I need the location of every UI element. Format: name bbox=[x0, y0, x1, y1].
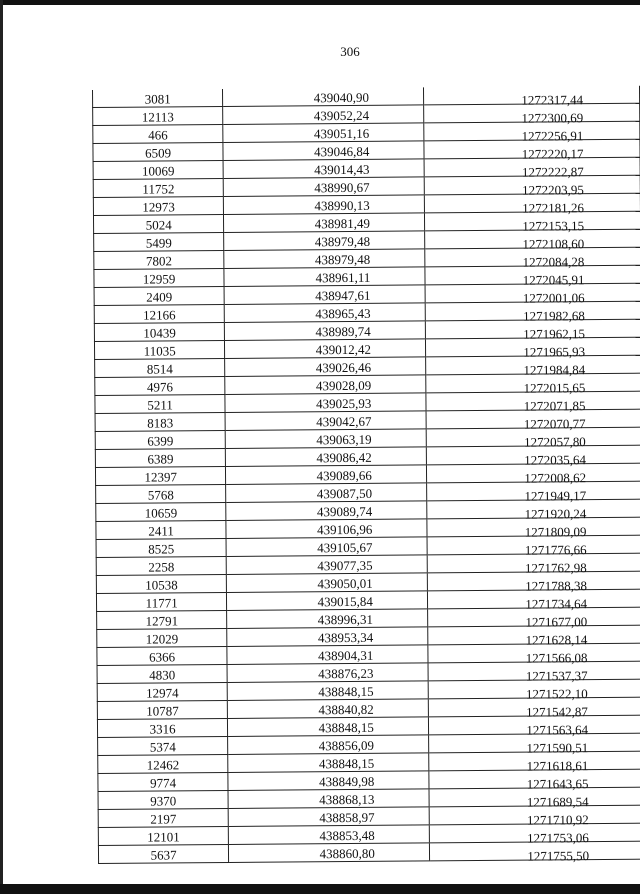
x-coordinate-cell bbox=[225, 357, 426, 377]
point-id-cell bbox=[94, 340, 224, 359]
point-id-cell bbox=[96, 592, 226, 611]
cell-text: 1271563,64 bbox=[526, 721, 589, 738]
cell-text: 1272300,69 bbox=[521, 109, 584, 126]
cell-text: 12462 bbox=[146, 756, 180, 773]
cell-text: 439051,16 bbox=[313, 125, 370, 141]
cell-text: 12113 bbox=[141, 108, 174, 125]
cell-text: 439025,93 bbox=[316, 395, 372, 411]
x-coordinate-cell bbox=[228, 771, 429, 791]
cell-text: 12973 bbox=[142, 198, 175, 215]
cell-text: 438990,67 bbox=[314, 179, 370, 195]
x-coordinate-cell bbox=[224, 267, 425, 287]
cell-text: 9774 bbox=[150, 774, 177, 791]
cell-text: 439040,90 bbox=[313, 89, 369, 105]
cell-text: 1271618,61 bbox=[526, 757, 589, 774]
cell-text: 1272008,62 bbox=[524, 469, 587, 486]
x-coordinate-cell bbox=[227, 591, 428, 611]
cell-text: 1272220,17 bbox=[521, 145, 584, 162]
table-body bbox=[92, 86, 640, 864]
cell-text: 6509 bbox=[145, 144, 172, 161]
x-coordinate-cell bbox=[226, 501, 427, 521]
point-id-cell bbox=[92, 89, 222, 108]
x-coordinate-cell bbox=[228, 735, 429, 755]
cell-text: 439086,42 bbox=[316, 449, 372, 465]
cell-text: 1272015,65 bbox=[523, 379, 586, 396]
cell-text: 438990,13 bbox=[314, 197, 370, 213]
cell-text: 6366 bbox=[149, 648, 176, 665]
cell-text: 11035 bbox=[143, 342, 176, 359]
cell-text: 3081 bbox=[144, 90, 171, 107]
cell-text: 1272035,64 bbox=[524, 451, 586, 468]
cell-text: 1272153,15 bbox=[522, 217, 585, 234]
cell-text: 1271920,24 bbox=[524, 505, 587, 522]
cell-text: 439012,42 bbox=[315, 341, 371, 357]
y-coordinate-cell bbox=[423, 86, 639, 108]
cell-text: 6399 bbox=[147, 432, 174, 449]
x-coordinate-cell bbox=[223, 141, 424, 161]
cell-text: 1271566,08 bbox=[525, 649, 588, 666]
cell-text: 1271949,17 bbox=[524, 487, 587, 504]
cell-text: 4976 bbox=[146, 378, 174, 395]
x-coordinate-cell bbox=[225, 339, 426, 359]
cell-text: 1272203,95 bbox=[521, 181, 584, 198]
point-id-cell bbox=[94, 322, 224, 341]
cell-text: 1272317,44 bbox=[521, 91, 584, 108]
cell-text: 11771 bbox=[145, 594, 178, 611]
x-coordinate-cell bbox=[226, 519, 427, 539]
cell-text: 1271753,06 bbox=[527, 829, 589, 846]
point-id-cell bbox=[93, 160, 223, 179]
x-coordinate-cell bbox=[223, 123, 424, 143]
x-coordinate-cell bbox=[229, 843, 430, 863]
point-id-cell bbox=[98, 844, 228, 863]
cell-text: 439050,01 bbox=[317, 575, 373, 591]
cell-text: 10538 bbox=[145, 576, 178, 593]
point-id-cell bbox=[98, 790, 228, 809]
point-id-cell bbox=[93, 142, 223, 161]
cell-text: 9370 bbox=[150, 792, 177, 809]
cell-text: 5211 bbox=[147, 396, 173, 413]
cell-text: 12791 bbox=[145, 612, 179, 629]
x-coordinate-cell bbox=[225, 393, 426, 413]
cell-text: 1271809,09 bbox=[524, 523, 587, 540]
point-id-cell bbox=[97, 628, 227, 647]
cell-text: 5499 bbox=[145, 234, 172, 251]
x-coordinate-cell bbox=[229, 825, 430, 845]
point-id-cell bbox=[95, 412, 225, 431]
x-coordinate-cell bbox=[224, 195, 425, 215]
cell-text: 439087,50 bbox=[316, 485, 373, 501]
cell-text: 5768 bbox=[147, 486, 174, 503]
x-coordinate-cell bbox=[228, 807, 429, 827]
cell-text: 1272108,60 bbox=[522, 235, 585, 252]
cell-text: 438848,15 bbox=[318, 719, 374, 735]
cell-text: 12974 bbox=[146, 684, 179, 701]
point-id-cell bbox=[97, 664, 227, 683]
point-id-cell bbox=[95, 358, 225, 377]
cell-text: 1271689,54 bbox=[526, 793, 589, 810]
point-id-cell bbox=[93, 124, 223, 143]
cell-text: 438989,74 bbox=[315, 323, 371, 339]
cell-text: 12166 bbox=[143, 306, 176, 323]
cell-text: 10787 bbox=[146, 702, 179, 719]
cell-text: 12959 bbox=[142, 270, 176, 287]
x-coordinate-cell bbox=[224, 249, 425, 269]
cell-text: 6389 bbox=[147, 450, 174, 467]
cell-text: 2409 bbox=[146, 288, 173, 305]
point-id-cell bbox=[95, 448, 225, 467]
cell-text: 439028,09 bbox=[315, 377, 372, 393]
cell-text: 12397 bbox=[144, 468, 177, 485]
cell-text: 10659 bbox=[144, 504, 178, 521]
cell-text: 439077,35 bbox=[317, 557, 373, 573]
scan-border-bottom bbox=[0, 884, 640, 894]
cell-text: 438904,31 bbox=[317, 647, 374, 663]
cell-text: 439089,66 bbox=[316, 467, 372, 483]
point-id-cell bbox=[98, 826, 228, 845]
point-id-cell bbox=[97, 718, 227, 737]
point-id-cell bbox=[97, 700, 227, 719]
cell-text: 1271982,68 bbox=[522, 307, 585, 324]
document-sheet bbox=[92, 86, 640, 864]
page-number: 306 bbox=[340, 44, 360, 59]
point-id-cell bbox=[96, 538, 226, 557]
cell-text: 1271628,14 bbox=[525, 631, 588, 648]
point-id-cell bbox=[95, 466, 225, 485]
cell-text: 438840,82 bbox=[318, 701, 374, 717]
x-coordinate-cell bbox=[223, 87, 424, 106]
cell-text: 1271762,98 bbox=[524, 559, 587, 576]
point-id-cell bbox=[94, 268, 224, 287]
x-coordinate-cell bbox=[223, 105, 424, 125]
x-coordinate-cell bbox=[224, 303, 425, 323]
x-coordinate-cell bbox=[226, 537, 427, 557]
cell-text: 438848,15 bbox=[318, 683, 374, 699]
point-id-cell bbox=[96, 484, 226, 503]
x-coordinate-cell bbox=[228, 717, 429, 737]
cell-text: 438876,23 bbox=[318, 665, 374, 681]
x-coordinate-cell bbox=[226, 555, 427, 575]
point-id-cell bbox=[94, 286, 224, 305]
cell-text: 1271677,00 bbox=[525, 613, 588, 630]
scan-border-top bbox=[0, 0, 640, 5]
cell-text: 3316 bbox=[149, 720, 176, 737]
x-coordinate-cell bbox=[225, 375, 426, 395]
point-id-cell bbox=[93, 196, 223, 215]
cell-text: 466 bbox=[148, 126, 168, 143]
x-coordinate-cell bbox=[225, 429, 426, 449]
cell-text: 12029 bbox=[145, 630, 179, 647]
cell-text: 11752 bbox=[142, 180, 175, 197]
point-id-cell bbox=[93, 106, 223, 125]
cell-text: 5637 bbox=[150, 846, 177, 863]
cell-text: 1271776,66 bbox=[524, 541, 587, 558]
x-coordinate-cell bbox=[227, 609, 428, 629]
x-coordinate-cell bbox=[223, 159, 424, 179]
point-id-cell bbox=[98, 736, 228, 755]
cell-text: 439052,24 bbox=[313, 107, 370, 123]
cell-text: 10069 bbox=[141, 162, 175, 179]
x-coordinate-cell bbox=[228, 699, 429, 719]
cell-text: 1271590,51 bbox=[526, 739, 589, 756]
x-coordinate-cell bbox=[228, 753, 429, 773]
cell-text: 1271710,92 bbox=[526, 811, 589, 828]
cell-text: 439106,96 bbox=[317, 521, 373, 537]
cell-text: 438856,09 bbox=[318, 737, 375, 753]
x-coordinate-cell bbox=[224, 231, 425, 251]
x-coordinate-cell bbox=[228, 789, 429, 809]
point-id-cell bbox=[98, 754, 228, 773]
point-id-cell bbox=[96, 502, 226, 521]
cell-text: 438953,34 bbox=[317, 629, 374, 645]
cell-text: 1272070,77 bbox=[523, 415, 586, 432]
point-id-cell bbox=[94, 232, 224, 251]
cell-text: 438860,80 bbox=[319, 845, 375, 861]
cell-text: 1271522,10 bbox=[525, 685, 588, 702]
x-coordinate-cell bbox=[226, 447, 427, 467]
x-coordinate-cell bbox=[224, 285, 425, 305]
cell-text: 2258 bbox=[148, 558, 175, 575]
x-coordinate-cell bbox=[227, 663, 428, 683]
x-coordinate-cell bbox=[224, 213, 425, 233]
x-coordinate-cell bbox=[227, 681, 428, 701]
cell-text: 1271965,93 bbox=[523, 343, 586, 360]
cell-text: 438965,43 bbox=[315, 305, 371, 321]
cell-text: 438979,48 bbox=[314, 233, 371, 249]
cell-text: 5374 bbox=[149, 738, 176, 755]
point-id-cell bbox=[96, 574, 226, 593]
cell-text: 7802 bbox=[145, 252, 173, 269]
point-id-cell bbox=[93, 178, 223, 197]
x-coordinate-cell bbox=[227, 645, 428, 665]
cell-text: 438849,98 bbox=[318, 773, 375, 789]
cell-text: 439026,46 bbox=[315, 359, 372, 375]
point-id-cell bbox=[95, 430, 225, 449]
point-id-cell bbox=[98, 808, 228, 827]
cell-text: 1271962,15 bbox=[523, 325, 585, 342]
point-id-cell bbox=[94, 250, 224, 269]
cell-text: 5024 bbox=[145, 216, 172, 233]
cell-text: 439105,67 bbox=[317, 539, 373, 555]
cell-text: 438848,15 bbox=[318, 755, 375, 771]
x-coordinate-cell bbox=[227, 573, 428, 593]
cell-text: 1272057,80 bbox=[523, 433, 586, 450]
x-coordinate-cell bbox=[225, 321, 426, 341]
cell-text: 438981,49 bbox=[314, 215, 370, 231]
cell-text: 438996,31 bbox=[317, 611, 374, 627]
cell-text: 8525 bbox=[148, 540, 175, 557]
cell-text: 1271542,87 bbox=[526, 703, 588, 720]
cell-text: 1271537,37 bbox=[525, 667, 588, 684]
x-coordinate-cell bbox=[223, 177, 424, 197]
cell-text: 1272256,91 bbox=[521, 127, 584, 144]
cell-text: 438853,48 bbox=[319, 827, 375, 843]
cell-text: 438961,11 bbox=[315, 269, 371, 285]
cell-text: 4830 bbox=[149, 666, 176, 683]
cell-text: 438858,97 bbox=[319, 809, 375, 825]
cell-text: 1271984,84 bbox=[523, 361, 586, 378]
cell-text: 438979,48 bbox=[314, 251, 371, 267]
cell-text: 12101 bbox=[147, 828, 180, 845]
cell-text: 1271788,38 bbox=[525, 577, 587, 594]
table-row bbox=[92, 86, 639, 108]
coordinates-table bbox=[92, 86, 640, 864]
point-id-cell bbox=[93, 214, 223, 233]
cell-text: 2197 bbox=[150, 810, 177, 827]
cell-text: 1272001,06 bbox=[522, 289, 585, 306]
cell-text: 8183 bbox=[147, 414, 174, 431]
cell-text: 439046,84 bbox=[314, 143, 370, 159]
cell-text: 1272045,91 bbox=[522, 271, 585, 288]
x-coordinate-cell bbox=[226, 465, 427, 485]
point-id-cell bbox=[97, 682, 227, 701]
cell-text: 8514 bbox=[146, 360, 173, 377]
cell-text: 1272181,26 bbox=[522, 199, 584, 216]
cell-text: 438947,61 bbox=[315, 287, 371, 303]
point-id-cell bbox=[96, 556, 226, 575]
point-id-cell bbox=[95, 394, 225, 413]
cell-text: 1272071,85 bbox=[523, 397, 586, 414]
cell-text: 439089,74 bbox=[316, 503, 373, 519]
cell-text: 1271755,50 bbox=[527, 847, 590, 864]
x-coordinate-cell bbox=[225, 411, 426, 431]
point-id-cell bbox=[97, 646, 227, 665]
cell-text: 1272222,87 bbox=[521, 163, 584, 180]
cell-text: 439063,19 bbox=[316, 431, 372, 447]
cell-text: 2411 bbox=[148, 522, 174, 539]
cell-text: 439014,43 bbox=[314, 161, 370, 177]
cell-text: 1271643,65 bbox=[526, 775, 589, 792]
cell-text: 1272084,28 bbox=[522, 253, 585, 270]
x-coordinate-cell bbox=[227, 627, 428, 647]
cell-text: 10439 bbox=[143, 324, 176, 341]
point-id-cell bbox=[97, 610, 227, 629]
cell-text: 438868,13 bbox=[319, 791, 375, 807]
cell-text: 1271734,64 bbox=[525, 595, 588, 612]
scan-border-left bbox=[0, 0, 3, 894]
point-id-cell bbox=[94, 304, 224, 323]
cell-text: 439015,84 bbox=[317, 593, 373, 609]
point-id-cell bbox=[96, 520, 226, 539]
cell-text: 439042,67 bbox=[316, 413, 372, 429]
point-id-cell bbox=[95, 376, 225, 395]
point-id-cell bbox=[98, 772, 228, 791]
x-coordinate-cell bbox=[226, 483, 427, 503]
